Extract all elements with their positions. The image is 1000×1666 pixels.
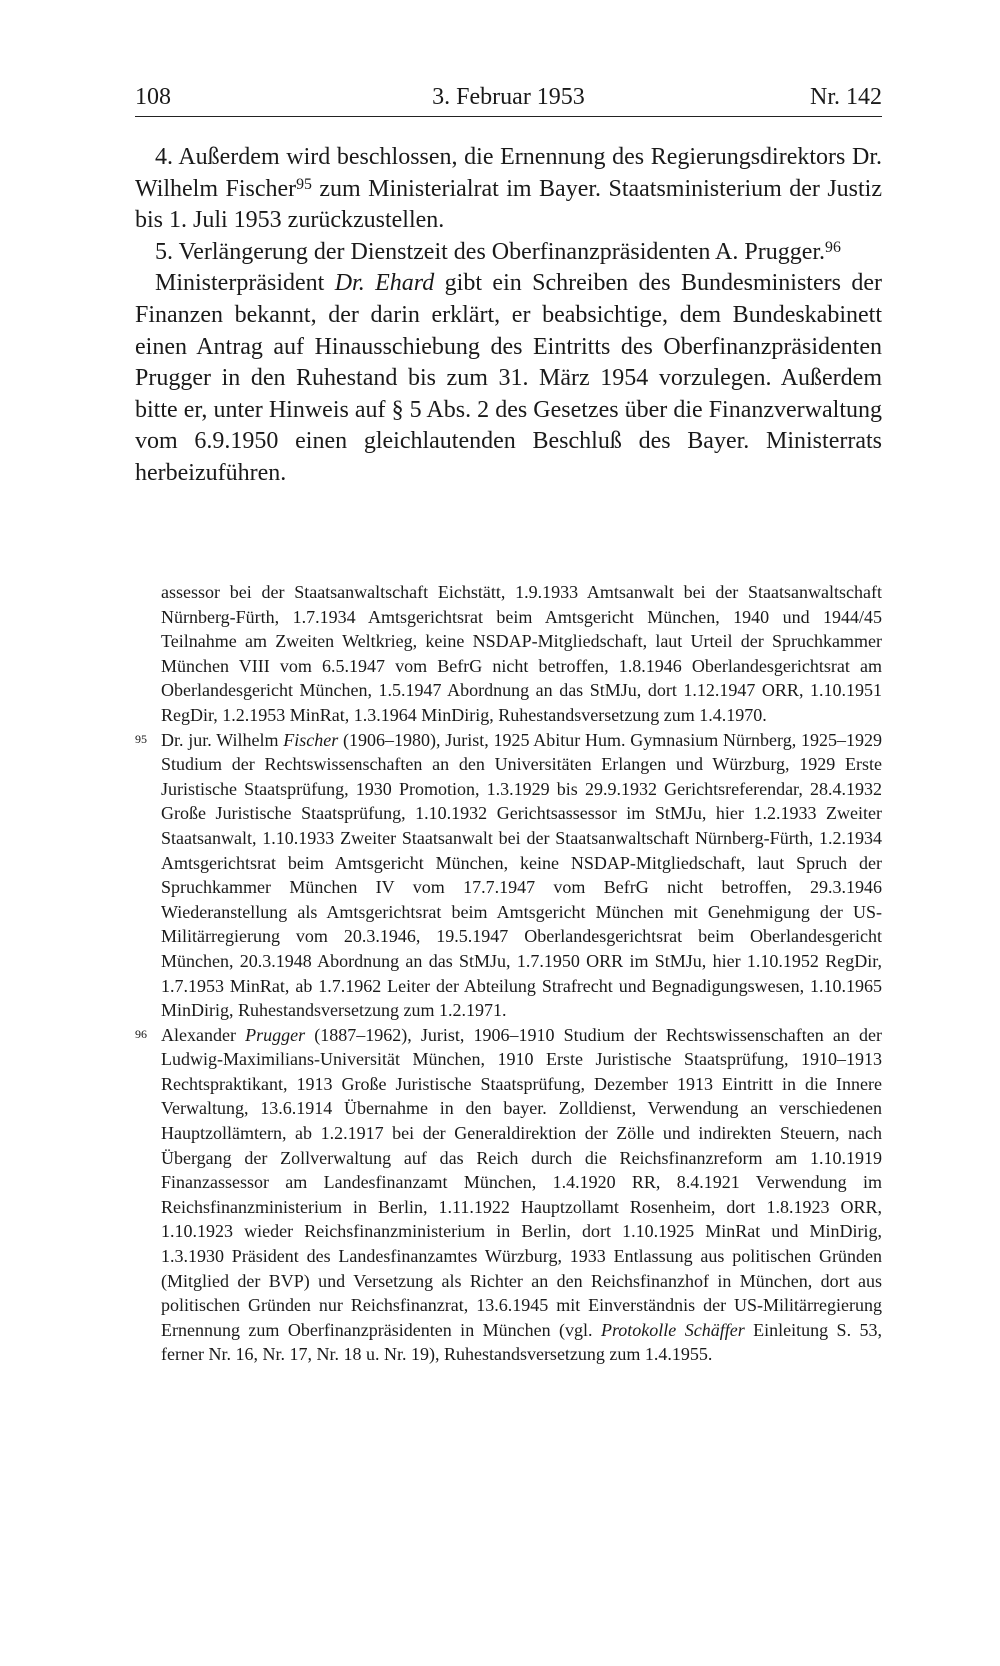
paragraph-item-4: 4. Außerdem wird beschlossen, die Ernennung des Regierungsdirektors Dr. Wilhelm Fischer$^{95}$ zum Ministerialrat im Bayer. Staatsministerium der Justiz bis 1. Juli 1953 zurückzustellen. bbox=[135, 144, 882, 234]
source-title: Protokolle Schäffer bbox=[600, 1319, 745, 1340]
footnote-96: 96 Alexander Prugger (1887–1962), Jurist, 1906–1910 Studium der Rechtswissenschaften an der Ludwig-Maximilians-Universität München, 1910 Erste Juristische Staatsprüfung, 1910–1913 Rechtspraktikant, 1913 Große Juristische Staatsprüfung, Dezember 1913 Eintritt in die Innere Verwaltung, 13.6.1914 Übernahme in den bayer. Zolldienst, Verwendung an verschiedenen Hauptzollämtern, ab 1.2.1917 bei der Generaldirektion der Zölle und indirekten Steuern, nach Übergang der Zollverwaltung auf das Reich durch die Reichsfinanzreform am 1.10.1919 Finanzassessor am Landesfinanzamt München, 1.4.1920 RR, 8.4.1921 Verwendung im Reichsfinanzministerium in Berlin, 1.11.1922 Hauptzollamt Rosenheim, dort 1.8.1923 ORR, 1.10.1923 wieder Reichsfinanzministerium in Berlin, dort 1.10.1925 MinRat und MinDirig, 1.3.1930 Präsident des Landesfinanzamtes Würzburg, 1933 Entlassung aus politischen Gründen (Mitglied der BVP) und Versetzung als Richter an den Reichsfinanzhof in München, dort aus politischen Gründen nur Reichsfinanzrat, 13.6.1945 mit Einverständnis der US-Militärregierung Ernennung zum Oberfinanzpräsidenten in München (vgl. Protokolle Schäffer Einleitung S. 53, ferner Nr. 16, Nr. 17, Nr. 18 u. Nr. 19), Ruhestandsversetzung zum 1.4.1955. bbox=[135, 1023, 882, 1367]
footnote-ref-95[interactable]: 95 bbox=[296, 175, 312, 193]
footnotes-section bbox=[135, 580, 882, 1367]
protocol-number: Nr. 142 bbox=[810, 84, 882, 110]
person-name: Fischer bbox=[283, 729, 339, 750]
footnote-number: 95 bbox=[135, 731, 147, 746]
page-number: 108 bbox=[135, 84, 171, 110]
person-name: Dr. Ehard bbox=[334, 270, 435, 297]
header-date: 3. Februar 1953 bbox=[432, 84, 585, 110]
footnote-continuation: assessor bei der Staatsanwaltschaft Eichstätt, 1.9.1933 Amtsanwalt bei der Staatsanwaltschaft Nürnberg-Fürth, 1.7.1934 Amtsgerichtsrat beim Amtsgericht München, 1940 und 1944/45 Teilnahme am Zweiten Weltkrieg, keine NSDAP-Mitgliedschaft, laut Urteil der Spruchkammer München VIII vom 6.5.1947 vom BefrG nicht betroffen, 1.8.1946 Oberlandesgerichtsrat am Oberlandesgericht München, 1.5.1947 Abordnung an das StMJu, dort 1.12.1947 ORR, 1.10.1951 RegDir, 1.2.1953 MinRat, 1.3.1964 MinDirig, Ruhestandsversetzung zum 1.4.1970. bbox=[161, 582, 882, 725]
person-name: Prugger bbox=[245, 1024, 306, 1045]
paragraph-item-5: 5. Verlängerung der Dienstzeit des Oberfinanzpräsidenten A. Prugger.$^{96}$ bbox=[155, 238, 841, 265]
main-text bbox=[135, 142, 882, 490]
paragraph-ehard: Ministerpräsident Dr. Ehard gibt ein Schreiben des Bundesministers der Finanzen bekannt, der darin erklärt, er beabsichtige, dem Bundeskabinett einen Antrag auf Hinausschiebung des Eintritts des Oberfinanzpräsidenten Prugger in den Ruhestand bis zum 31. März 1954 vorzulegen. Außerdem bitte er, unter Hinweis auf § 5 Abs. 2 des Gesetzes über die Finanzverwaltung vom 6.9.1950 einen gleichlautenden Beschluß des Bayer. Ministerrats herbeizuführen. bbox=[135, 270, 882, 486]
footnote-number: 96 bbox=[135, 1026, 147, 1041]
footnote-95: 95 Dr. jur. Wilhelm Fischer (1906–1980), Jurist, 1925 Abitur Hum. Gymnasium Nürnberg, 1925–1929 Studium der Rechtswissenschaften an den Universitäten Erlangen und Würzburg, 1929 Erste Juristische Staatsprüfung, 1930 Promotion, 1.3.1929 bis 29.9.1932 Gerichtsreferendar, 28.4.1932 Große Juristische Staatsprüfung, 1.10.1932 Gerichtsassessor im StMJu, hier 1.2.1933 Zweiter Staatsanwalt, 1.10.1933 Zweiter Staatsanwalt bei der Staatsanwaltschaft Nürnberg-Fürth, 1.2.1934 Amtsgerichtsrat beim Amtsgericht München, keine NSDAP-Mitgliedschaft, laut Spruch der Spruchkammer München IV vom 17.7.1947 vom BefrG nicht betroffen, 29.3.1946 Wiederanstellung als Amtsgerichtsrat beim Amtsgericht München mit Genehmigung der US-Militärregierung vom 20.3.1946, 19.5.1947 Oberlandesgerichtsrat beim Oberlandesgericht München, 20.3.1948 Abordnung an das StMJu, 1.7.1950 ORR im StMJu, hier 1.10.1952 RegDir, 1.7.1953 MinRat, ab 1.7.1962 Leiter der Abteilung Strafrecht und Begnadigungswesen, 1.10.1965 MinDirig, Ruhestandsversetzung zum 1.2.1971. bbox=[135, 728, 882, 1023]
footnote-ref-96[interactable]: 96 bbox=[825, 238, 841, 256]
running-header bbox=[135, 84, 882, 117]
